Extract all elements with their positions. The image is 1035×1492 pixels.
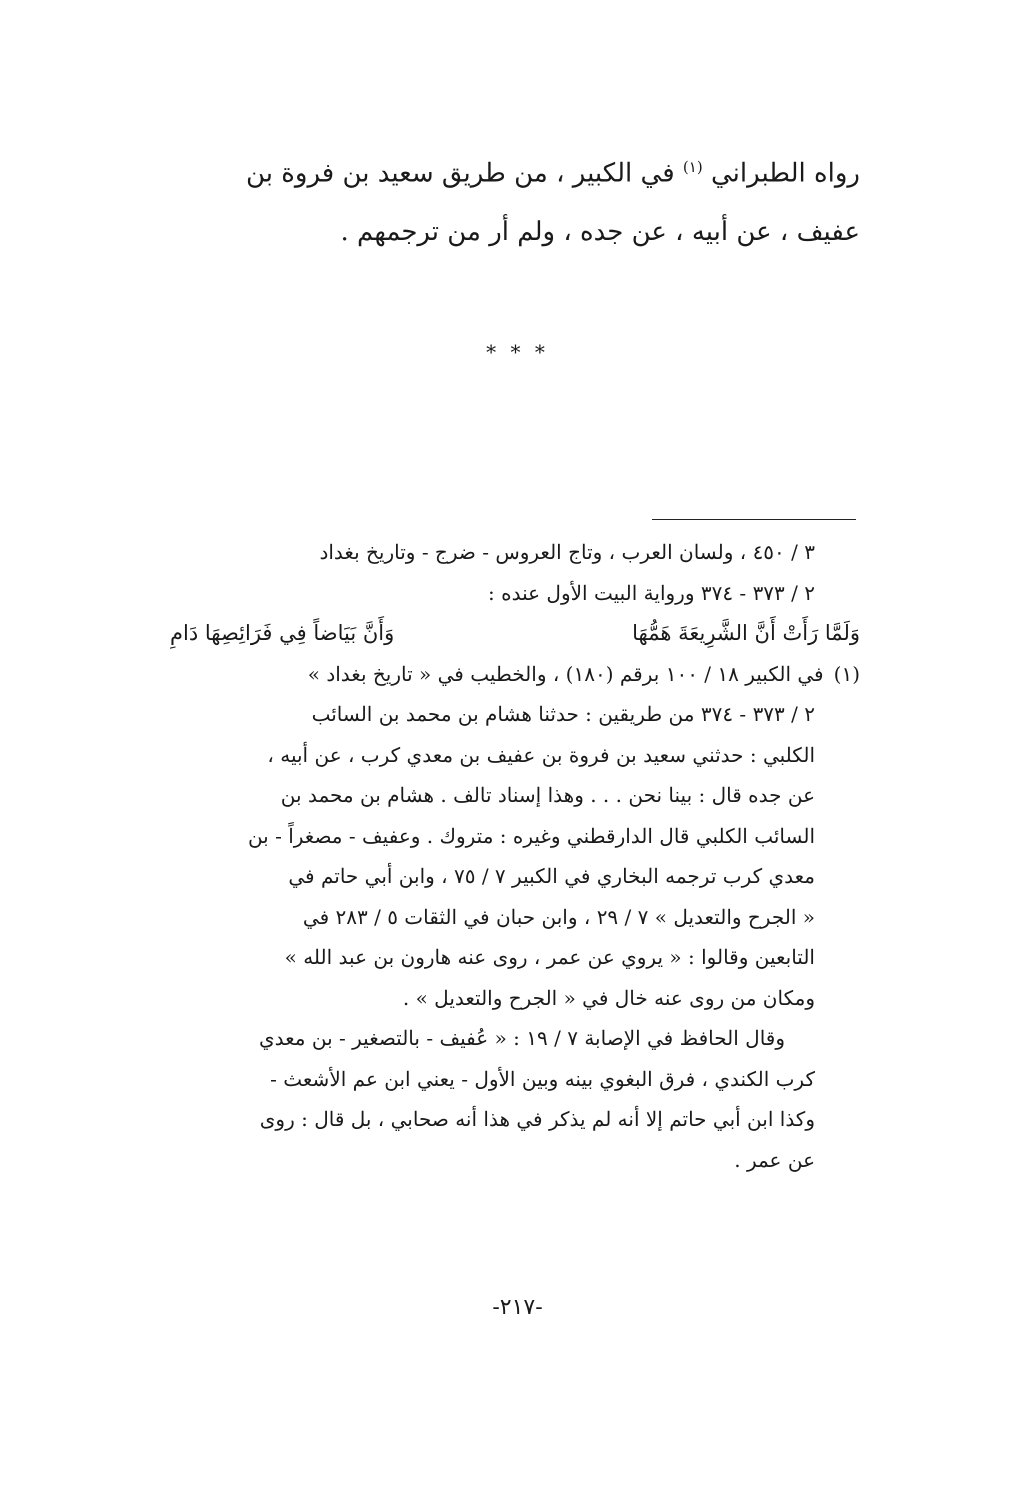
main-text-line-1-end: في الكبير ، من طريق سعيد بن فروة بن [245,158,675,189]
footnote-1-line [170,654,860,695]
footnote-rule [652,519,856,520]
footnote-continuation-line: ٢ / ٣٧٣ - ٣٧٤ ورواية البيت الأول عنده : [488,580,815,605]
footnote-1-line: عن جده قال : بينا نحن . . . وهذا إسناد تالف . هشام بن محمد بن [280,783,815,807]
footnote-1-line: التابعين وقالوا : « يروي عن عمر ، روى عنه هارون بن عبد الله » [284,945,815,969]
footnote-1-line: ٢ / ٣٧٣ - ٣٧٤ من طريقين : حدثنا هشام بن محمد بن السائب [311,702,815,726]
footnote-number: (١) [833,661,860,686]
footnote-reference: (١) [682,158,703,176]
footnote-1-paragraph-2-line: عن عمر . [734,1147,815,1172]
main-text [180,138,860,261]
verse-first-hemistich: وَلَمَّا رَأَتْ أَنَّ الشَّرِيعَةَ هَمُّهَا [632,621,860,645]
footnote-1-paragraph-2-line: وقال الحافظ في الإصابة ٧ / ١٩ : « عُفيف - بالتصغير - بن معدي [258,1026,785,1050]
page-number: -٢١٧- [492,1295,543,1320]
section-separator: * * * [486,340,549,364]
footnote-1-paragraph-2-line: وكذا ابن أبي حاتم إلا أنه لم يذكر في هذا أنه صحابي ، بل قال : روى [259,1107,815,1131]
footnote-1-paragraph-2-line: كرب الكندي ، فرق البغوي بينه وبين الأول - يعني ابن عم الأشعث - [270,1066,815,1091]
verse-second-hemistich: وَأَنَّ بَيَاضاً فِي فَرَائِصِهَا دَامِ [170,621,395,645]
footnote-1-line: « الجرح والتعديل » ٧ / ٢٩ ، وابن حبان في الثقات ٥ / ٢٨٣ في [302,904,815,929]
main-text-line-1-start: رواه الطبراني [710,158,860,189]
footnote-continuation-line: ٣ / ٤٥٠ ، ولسان العرب ، وتاج العروس - ضرج - وتاريخ بغداد [319,540,815,564]
main-text-line-1 [180,138,860,203]
footnote-1-line: الكلبي : حدثني سعيد بن فروة بن عفيف بن معدي كرب ، عن أبيه ، [267,742,815,767]
poetry-verse [170,613,860,654]
footnote-1-line: معدي كرب ترجمه البخاري في الكبير ٧ / ٧٥ ، وابن أبي حاتم في [288,864,815,888]
footnotes [170,532,860,1180]
footnote-1-first-line: في الكبير ١٨ / ١٠٠ برقم (١٨٠) ، والخطيب في « تاريخ بغداد » [307,661,824,686]
footnote-1-line: ومكان من روى عنه خال في « الجرح والتعديل » . [402,985,815,1010]
main-text-line-2: عفيف ، عن أبيه ، عن جده ، ولم أر من ترجمهم . [340,216,860,247]
footnote-1-line: السائب الكلبي قال الدارقطني وغيره : متروك . وعفيف - مصغراً - بن [247,823,815,848]
